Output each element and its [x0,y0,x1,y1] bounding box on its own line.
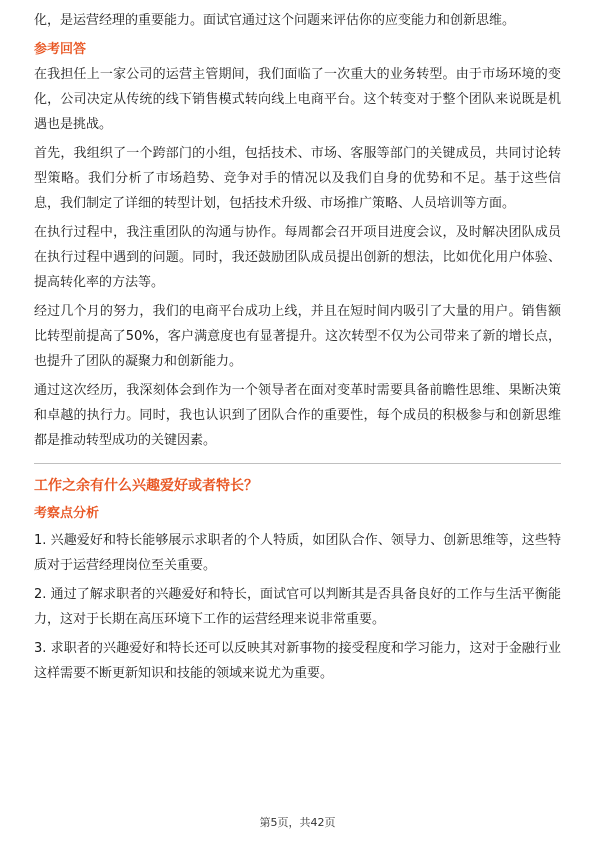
page-content [34,0,561,686]
intro-continued-text: 化，是运营经理的重要能力。面试官通过这个问题来评估你的应变能力和创新思维。 [34,13,516,28]
answer-paragraph: 在执行过程中，我注重团队的沟通与协作。每周都会召开项目进度会议，及时解决团队成员在执行过程中遇到的问题。同时，我还鼓励团队成员提出创新的想法，比如优化用户体验、提高转化率的方法等。 [34,225,561,290]
analysis-heading: 考察点分析 [34,506,100,521]
answer-heading: 参考回答 [34,42,87,57]
answer-paragraph: 通过这次经历，我深刻体会到作为一个领导者在面对变革时需要具备前瞻性思维、果断决策和卓越的执行力。同时，我也认识到了团队合作的重要性，每个成员的积极参与和创新思维都是推动转型成功的关键因素。 [34,383,561,448]
question-title: 工作之余有什么兴趣爱好或者特长？ [34,478,258,494]
answer-paragraph: 经过几个月的努力，我们的电商平台成功上线，并且在短时间内吸引了大量的用户。销售额比转型前提高了50%，客户满意度也有显著提升。这次转型不仅为公司带来了新的增长点，也提升了团队的凝聚力和创新能力。 [34,304,561,369]
analysis-item: 2. 通过了解求职者的兴趣爱好和特长，面试官可以判断其是否具备良好的工作与生活平衡能力，这对于长期在高压环境下工作的运营经理来说非常重要。 [34,587,561,627]
page-number-footer: 第5页，共42页 [259,816,336,829]
analysis-item: 3. 求职者的兴趣爱好和特长还可以反映其对新事物的接受程度和学习能力，这对于金融行业这样需要不断更新知识和技能的领域来说尤为重要。 [34,641,561,681]
answer-paragraph: 首先，我组织了一个跨部门的小组，包括技术、市场、客服等部门的关键成员，共同讨论转型策略。我们分析了市场趋势、竞争对手的情况以及我们自身的优势和不足。基于这些信息，我们制定了详细的转型计划，包括技术升级、市场推广策略、人员培训等方面。 [34,146,561,211]
analysis-item: 1. 兴趣爱好和特长能够展示求职者的个人特质，如团队合作、领导力、创新思维等，这些特质对于运营经理岗位至关重要。 [34,533,561,573]
answer-paragraph: 在我担任上一家公司的运营主管期间，我们面临了一次重大的业务转型。由于市场环境的变化，公司决定从传统的线下销售模式转向线上电商平台。这个转变对于整个团队来说既是机遇也是挑战。 [34,67,561,132]
section-divider [34,463,561,464]
